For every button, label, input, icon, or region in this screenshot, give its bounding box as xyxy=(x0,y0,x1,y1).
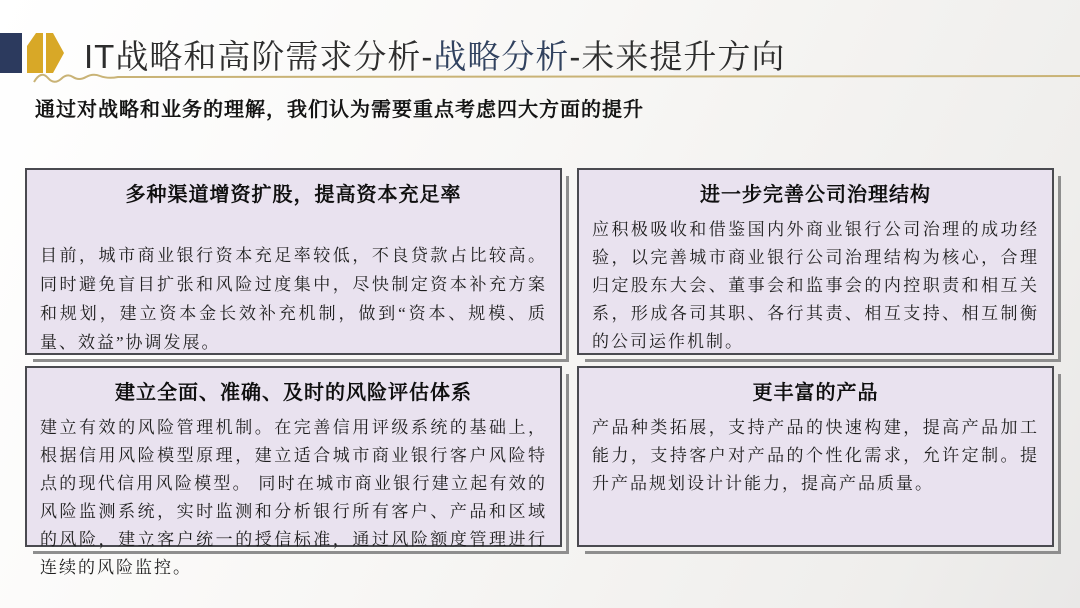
squiggle-underline xyxy=(0,66,1080,90)
box-risk-assessment xyxy=(25,366,562,577)
title-segment-accent: 战略分析 xyxy=(433,38,570,75)
box-body: 建立有效的风险管理机制。在完善信用评级系统的基础上，根据信用风险模型原理，建立适合城市商业银行客户风险特点的现代信用风险模型。 同时在城市商业银行建立起有效的风险监测系统，实时监测和分析银行所有客户、产品和区域的风险，建立客户统一的授信标准，通过风险额度管理进行连续的风险监控。 xyxy=(40,418,547,577)
slide-header xyxy=(0,0,1080,130)
box-body: 应积极吸收和借鉴国内外商业银行公司治理的成功经验，以完善城市商业银行公司治理结构为核心，合理归定股东大会、董事会和监事会的内控职责和相互关系，形成各司其职、各行其责、相互支持、相互制衡的公司运作机制。 xyxy=(592,220,1039,351)
box-capital-adequacy xyxy=(25,168,562,355)
box-body: 产品种类拓展，支持产品的快速构建，提高产品加工能力，支持客户对产品的个性化需求，允许定制。提升产品规划设计计能力，提高产品质量。 xyxy=(592,418,1039,493)
title-segment-1: IT战略和高阶需求分析- xyxy=(84,38,434,75)
box-body: 目前，城市商业银行资本充足率较低，不良贷款占比较高。 同时避免盲目扩张和风险过度集中，尽快制定资本补充方案和规划，建立资本金长效补充机制，做到“资本、规模、质量、效益”协调发展。 xyxy=(40,246,547,352)
title-segment-3: -未来提升方向 xyxy=(569,38,786,75)
slide-subtitle: 通过对战略和业务的理解，我们认为需要重点考虑四大方面的提升 xyxy=(35,99,644,121)
box-richer-products xyxy=(577,366,1054,547)
box-title: 更丰富的产品 xyxy=(752,382,879,404)
box-corporate-governance xyxy=(577,168,1054,355)
box-title: 建立全面、准确、及时的风险评估体系 xyxy=(115,382,472,404)
box-title: 多种渠道增资扩股，提高资本充足率 xyxy=(125,184,462,206)
box-title: 进一步完善公司治理结构 xyxy=(700,184,931,206)
